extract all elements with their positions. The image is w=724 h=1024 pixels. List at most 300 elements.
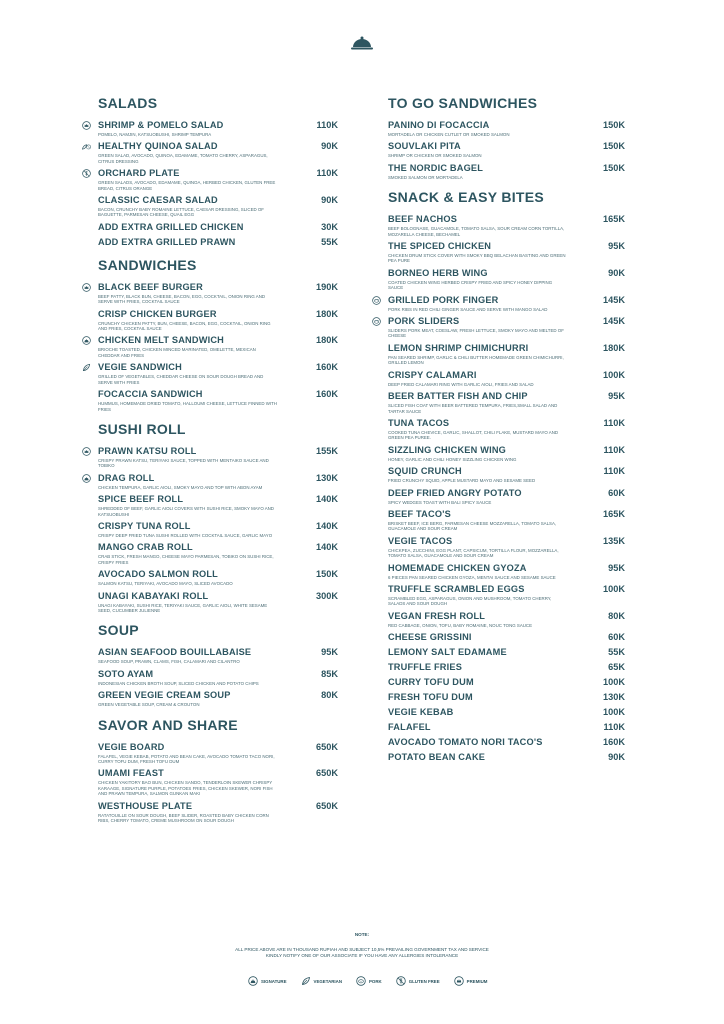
menu-item-avocado-salmon-roll <box>98 569 338 586</box>
menu-item-price: 160K <box>316 362 338 373</box>
legend-label: SIGNATURE <box>261 978 287 984</box>
menu-item-description: HONEY, GARLIC AND CHILI HONEY SIZZLING CHICKEN WING <box>388 456 517 462</box>
menu-item-name: CURRY TOFU DUM <box>388 677 474 688</box>
menu-item-price: 110K <box>603 444 625 455</box>
menu-item-panino-di-focaccia <box>388 120 625 137</box>
menu-item-price: 90K <box>608 267 625 278</box>
menu-item-name: DRAG ROLL <box>98 472 155 483</box>
menu-item-deep-fried-angry-potato <box>388 488 625 505</box>
menu-item-price: 135K <box>603 535 625 546</box>
menu-item-spice-beef-roll <box>98 494 338 517</box>
menu-item-description: HUMMUS, HOMEMADE DRIED TOMATO, HALLOUMI CHEESE, LETTUCE FINNED WITH FRIES <box>98 401 277 412</box>
menu-item-name: LEMON SHRIMP CHIMICHURRI <box>388 342 529 353</box>
menu-item-name: TUNA TACOS <box>388 417 450 428</box>
menu-item-price: 130K <box>603 692 625 703</box>
menu-item-the-spiced-chicken <box>388 241 625 264</box>
menu-item-header <box>388 752 625 763</box>
menu-item-unagi-kabayaki-roll <box>98 591 338 614</box>
menu-item-lemon-shrimp-chimichurri <box>388 343 625 366</box>
menu-item-name: ASIAN SEAFOOD BOUILLABAISE <box>98 647 252 658</box>
pork-icon <box>356 976 366 986</box>
menu-item-header <box>388 488 625 499</box>
menu-item-avocado-tomato-nori-taco-s <box>388 737 625 748</box>
menu-item-name: PRAWN KATSU ROLL <box>98 445 197 456</box>
menu-item-name: CLASSIC CAESAR SALAD <box>98 195 218 206</box>
menu-item-name: WESTHOUSE PLATE <box>98 800 193 811</box>
menu-item-price: 300K <box>316 590 338 601</box>
menu-item-description: GREEN SALADS, AVOCADO, EDAMAME, QUINOA, HERBED CHICKEN, GLUTEN FREE BREAD, CITRUS ORANGE <box>98 180 276 191</box>
menu-item-description: SPICY WEDGES TOAST WITH BALI SPICY SAUCE <box>388 499 492 505</box>
menu-item-name: GREEN VEGIE CREAM SOUP <box>98 690 231 701</box>
menu-note <box>0 932 724 959</box>
section-title: SALADS <box>98 95 158 111</box>
menu-item-name: VEGIE TACOS <box>388 535 453 546</box>
menu-item-header <box>388 707 625 718</box>
menu-item-black-beef-burger <box>98 282 338 305</box>
menu-item-beef-nachos <box>388 214 625 237</box>
menu-item-header <box>98 141 338 152</box>
menu-item-price: 650K <box>316 800 338 811</box>
menu-item-price: 150K <box>603 162 625 173</box>
menu-item-souvlaki-pita <box>388 141 625 158</box>
menu-item-asian-seafood-bouillabaise <box>98 647 338 664</box>
menu-item-price: 140K <box>316 494 338 505</box>
menu-item-description: UNAGI KABAYAKI, SUSHI RICE, TERIYAKI SAUCE, GARLIC AIOLI, WHITE SESAME SEED, CUCUMBER JULIENNE <box>98 602 268 613</box>
menu-item-price: 155K <box>316 445 338 456</box>
menu-item-header <box>98 120 338 131</box>
menu-item-description: DEEP FRIED CALAMARI RING WITH GARLIC AIOLI, FRIES AND SALAD <box>388 381 534 387</box>
menu-item-description: SLICED FISH COAT WITH BEER BATTERED TEMPURA, FRIES,SMALL SALAD AND TARTAR SAUCE <box>388 403 558 414</box>
signature-icon <box>82 474 91 483</box>
menu-item-header <box>388 163 625 174</box>
menu-item-price: 650K <box>316 768 338 779</box>
menu-item-name: VEGIE SANDWICH <box>98 362 182 373</box>
menu-item-mango-crab-roll <box>98 542 338 565</box>
menu-item-price: 180K <box>316 308 338 319</box>
vegetarian-icon <box>82 363 91 372</box>
menu-item-name: VEGAN FRESH ROLL <box>388 610 486 621</box>
menu-item-price: 55K <box>321 236 338 247</box>
menu-item-price: 100K <box>603 707 625 718</box>
menu-item-description: SEAFOOD SOUP, PRAWN, CLAMS, FISH, CALAMARI AND CILANTRO <box>98 659 240 665</box>
menu-item-description: GRILLED OF VEGETABLES, CHEDDAR CHEESE ON SOUR DOUGH BREAD AND SERVE WITH FRIES <box>98 374 264 385</box>
menu-item-price: 90K <box>321 195 338 206</box>
menu-item-cheese-grissini <box>388 632 625 643</box>
menu-item-name: SHRIMP & POMELO SALAD <box>98 120 224 130</box>
menu-item-header <box>98 335 338 346</box>
vegetarian-gluten-free-icon <box>82 142 91 151</box>
menu-item-potato-bean-cake <box>388 752 625 763</box>
menu-item-description: SHRIMP OR CHICKEN OR SMOKED SALMON <box>388 153 482 159</box>
menu-item-description: CHICKEN DRUM STICK COVER WITH SMOKY BBQ BELACHAN BASTING AND GREEN PEA PURE <box>388 253 566 264</box>
menu-item-squid-crunch <box>388 466 625 483</box>
menu-item-header <box>388 445 625 456</box>
menu-item-description: PORK RIBS IN RED CHILI GINGER SAUCE AND SERVE WITH MANGO SALAD <box>388 306 548 312</box>
vegetarian-icon <box>301 976 311 986</box>
legend-item-premium <box>454 976 488 986</box>
right-menu-column <box>388 94 625 771</box>
menu-item-header <box>388 611 625 622</box>
menu-item-name: LEMONY SALT EDAMAME <box>388 647 507 658</box>
menu-item-name: AVOCADO SALMON ROLL <box>98 569 218 580</box>
menu-item-tuna-tacos <box>388 418 625 441</box>
menu-item-vegie-board <box>98 742 338 765</box>
icon-legend <box>248 976 487 986</box>
menu-item-price: 110K <box>316 168 338 179</box>
menu-item-name: TRUFFLE SCRAMBLED EGGS <box>388 583 525 594</box>
signature-icon <box>248 976 258 986</box>
menu-item-name: BEEF NACHOS <box>388 214 458 225</box>
cloche-icon <box>351 36 373 50</box>
menu-section-snack-easy-bites <box>388 188 625 763</box>
menu-item-header <box>388 370 625 381</box>
menu-item-price: 80K <box>608 610 625 621</box>
menu-item-name: PORK SLIDERS <box>388 316 460 327</box>
menu-item-soto-ayam <box>98 669 338 686</box>
menu-item-add-extra-grilled-prawn <box>98 237 338 248</box>
menu-item-truffle-scrambled-eggs <box>388 584 625 607</box>
menu-item-description: RATATOUILLE ON SOUR DOUGH, BEEF SLIDER, ROASTED BABY CHICKEN CORN RIBS, CHERRY TOMATO, CREME MUSHROOM ON SOUR DOUGH <box>98 812 269 824</box>
menu-item-description: CHICKPEA, ZUCCHINI, EGG PLANT, CAPSICUM, TORTILLA FLOUR, MOZZARELLA, TOMATO SALSA, GUACAMOLE AND SOUR CREAM <box>388 547 559 559</box>
menu-item-name: BEER BATTER FISH AND CHIP <box>388 391 528 402</box>
menu-section-sushi-roll <box>98 420 338 613</box>
menu-section-salads <box>98 94 338 248</box>
menu-item-name: THE SPICED CHICKEN <box>388 241 492 252</box>
menu-item-header <box>388 268 625 279</box>
menu-item-lemony-salt-edamame <box>388 647 625 658</box>
menu-item-description: COOKED TUNA CHEVICE, GARLIC, SHALLOT, CHILI FLAKE, MUSTARD MAYO AND GREEN PEA PUREE. <box>388 429 559 441</box>
menu-item-header <box>388 677 625 688</box>
menu-item-header <box>98 768 338 779</box>
menu-item-price: 60K <box>608 487 625 498</box>
legend-item-signature <box>248 976 287 986</box>
menu-item-vegie-tacos <box>388 536 625 559</box>
menu-item-name: HOMEMADE CHICKEN GYOZA <box>388 562 527 573</box>
menu-item-description: FRIED CRUNCHY SQUID, APPLE MUSTARD MAYO AND SESAME SEED <box>388 478 536 484</box>
menu-item-description: PAN SEARED SHRIMP, GARLIC & CHILI BUTTER HOMEMADE GREEN CHIMICHURRI, GRILLED LEMON <box>388 354 564 366</box>
menu-item-header <box>388 214 625 225</box>
menu-item-name: THE NORDIC BAGEL <box>388 162 484 173</box>
menu-item-fresh-tofu-dum <box>388 692 625 703</box>
menu-item-homemade-chicken-gyoza <box>388 563 625 580</box>
menu-item-curry-tofu-dum <box>388 677 625 688</box>
menu-item-price: 145K <box>603 294 625 305</box>
menu-item-price: 140K <box>316 542 338 553</box>
menu-item-description: 6 PIECES PAN SEARED CHICKEN GYOZA, MENTAI SAUCE AND SESAME SAUCE <box>388 574 556 580</box>
menu-item-header <box>98 362 338 373</box>
menu-item-name: ADD EXTRA GRILLED CHICKEN <box>98 221 244 232</box>
menu-item-price: 85K <box>321 668 338 679</box>
legend-item-pork <box>356 976 382 986</box>
menu-item-description: CRISPY DEEP FRIED TUNA SUSHI ROLLED WITH COCKTAIL SAUCE, GARLIC MAYO <box>98 532 273 538</box>
menu-item-name: BEEF TACO'S <box>388 508 451 519</box>
menu-item-header <box>98 690 338 701</box>
menu-item-header <box>388 509 625 520</box>
menu-item-description: BRISKET BEEF, ICE BERG, PARMESAN CHEESE MOZZARELLA, TOMATO SALSA, GUACAMOLE AND SOUR CREAM <box>388 520 557 532</box>
menu-item-description: CHICKEN YAKITORY BAO BUN, CHICKEN SANDO, TENDERLOIN SKEWER CHRISPY KARAAGE, SIGNATURE PURPLE, POTATOES FRIES, CHICKEN SKEWER, NORI FISH AND PRAWN TEMPURA, SALMON GUNKAN MAKI <box>98 780 273 797</box>
menu-item-header <box>388 241 625 252</box>
menu-item-shrimp-pomelo-salad <box>98 120 338 137</box>
premium-icon <box>454 976 464 986</box>
section-title: SOUP <box>98 622 139 639</box>
menu-item-price: 110K <box>603 722 625 733</box>
menu-item-healthy-quinoa-salad <box>98 141 338 164</box>
menu-item-focaccia-sandwich <box>98 389 338 412</box>
menu-item-description: BACON, CRUNCHY BABY ROMAINE LETTUCE, CAESAR DRESSING, SLICED OF BAGUETTE, PARMESAN CHEESE, QUAIL EGG <box>98 207 264 218</box>
menu-item-description: CRISPY PRAWN KATSU, TERIYAKI SAUCE, TOPPED WITH MENTAIKO SAUCE AND TOBIKO <box>98 457 269 469</box>
menu-item-name: DEEP FRIED ANGRY POTATO <box>388 487 522 498</box>
menu-item-westhouse-plate <box>98 801 338 824</box>
menu-item-description: CRAB STICK, FRESH MANGO, CHEESE MAYO PARMESAN, TOBIKO ON SUSHI RICE, CRISPY FRIES <box>98 554 274 565</box>
menu-item-sizzling-chicken-wing <box>388 445 625 462</box>
menu-item-description: SHREDDED OF BEEF, GARLIC AIOLI COVERS WITH SUSHI RICE, SMOKY MAYO AND KATSUOBUSHI <box>98 506 274 517</box>
menu-item-name: FALAFEL <box>388 722 431 733</box>
menu-item-header <box>98 473 338 484</box>
menu-item-description: SMOKED SALMON OR MORTADELA <box>388 174 463 180</box>
menu-item-price: 110K <box>603 466 625 477</box>
menu-item-price: 100K <box>603 369 625 380</box>
section-title: TO GO SANDWICHES <box>388 95 538 111</box>
menu-item-price: 180K <box>316 335 338 346</box>
section-title: SUSHI ROLL <box>98 420 186 437</box>
menu-item-price: 160K <box>316 389 338 400</box>
menu-item-price: 180K <box>603 342 625 353</box>
menu-item-header <box>98 591 338 602</box>
menu-item-header <box>98 647 338 658</box>
menu-item-price: 150K <box>603 141 625 152</box>
menu-item-name: UNAGI KABAYAKI ROLL <box>98 590 209 601</box>
menu-item-drag-roll <box>98 473 338 490</box>
note-allergy-line: KINDLY NOTIFY ONE OF OUR ASSOCIATE IF YOU HAVE ANY ALLERGIES INTOLERANCE <box>265 953 459 958</box>
menu-item-green-vegie-cream-soup <box>98 690 338 707</box>
menu-item-beer-batter-fish-and-chip <box>388 391 625 414</box>
menu-item-name: CRISPY CALAMARI <box>388 369 477 380</box>
section-title: SANDWICHES <box>98 256 197 273</box>
legend-item-vegetarian <box>301 976 342 986</box>
signature-icon <box>82 336 91 345</box>
menu-item-header <box>388 584 625 595</box>
menu-section-savor-and-share <box>98 716 338 824</box>
menu-item-orchard-plate <box>98 168 338 191</box>
pork-icon <box>372 317 381 326</box>
menu-item-price: 160K <box>603 737 625 748</box>
menu-item-name: CRISP CHICKEN BURGER <box>98 308 217 319</box>
menu-item-description: COATED CHICKEN WING HERBED CRISPY FRIED AND SPICY HONEY DIPPING SAUCE <box>388 279 553 291</box>
menu-item-crisp-chicken-burger <box>98 309 338 332</box>
legend-label: PREMIUM <box>466 978 488 984</box>
menu-item-header <box>98 801 338 812</box>
menu-item-the-nordic-bagel <box>388 163 625 180</box>
menu-section-to-go-sandwiches <box>388 94 625 180</box>
menu-item-price: 190K <box>316 281 338 292</box>
menu-item-price: 90K <box>608 752 625 763</box>
menu-item-crispy-tuna-roll <box>98 521 338 538</box>
menu-item-price: 110K <box>316 120 338 130</box>
menu-item-header <box>388 120 625 131</box>
menu-item-name: AVOCADO TOMATO NORI TACO'S <box>388 737 543 748</box>
menu-item-description: BEEF PATTY, BLACK BUN, CHEESE, BACON, EGG, COCKTAIL, ONION RING AND SERVE WITH FRIES, COCKTAIL SAUCE <box>98 293 266 305</box>
menu-item-header <box>388 722 625 733</box>
menu-item-header <box>388 316 625 327</box>
menu-item-pork-sliders <box>388 316 625 339</box>
menu-item-name: HEALTHY QUINOA SALAD <box>98 141 218 152</box>
menu-item-borneo-herb-wing <box>388 268 625 291</box>
menu-item-beef-taco-s <box>388 509 625 532</box>
menu-item-name: CRISPY TUNA ROLL <box>98 520 191 531</box>
menu-item-price: 165K <box>603 214 625 225</box>
menu-item-name: TRUFFLE FRIES <box>388 662 463 673</box>
premium-icon <box>82 121 91 130</box>
menu-item-name: SOTO AYAM <box>98 668 154 679</box>
menu-item-header <box>388 141 625 152</box>
menu-item-header <box>388 632 625 643</box>
menu-item-price: 100K <box>603 677 625 688</box>
menu-item-price: 80K <box>321 690 338 701</box>
menu-item-description: BRIOCHE TOASTED, CHICKEN MINCED MARINATED, OMELETTE, MEXICAN CHEDDAR AND FRIES <box>98 347 256 358</box>
menu-item-header <box>388 692 625 703</box>
gluten-free-icon <box>82 169 91 178</box>
menu-item-description: INDONESIAN CHICKEN BROTH SOUP, SLICED CHICKEN AND POTATO CHIPS <box>98 680 259 686</box>
menu-item-price: 165K <box>603 508 625 519</box>
menu-item-name: BLACK BEEF BURGER <box>98 281 203 292</box>
menu-item-name: ADD EXTRA GRILLED PRAWN <box>98 236 236 247</box>
menu-item-header <box>98 195 338 206</box>
menu-item-umami-feast <box>98 768 338 796</box>
section-title: SAVOR AND SHARE <box>98 716 238 733</box>
menu-item-vegie-sandwich <box>98 362 338 385</box>
menu-item-price: 150K <box>603 120 625 130</box>
legend-item-gluten-free <box>396 976 440 986</box>
menu-item-header <box>98 521 338 532</box>
menu-item-name: SPICE BEEF ROLL <box>98 494 184 505</box>
menu-item-name: CHEESE GRISSINI <box>388 632 472 643</box>
menu-item-header <box>98 494 338 505</box>
menu-item-header <box>388 563 625 574</box>
menu-item-header <box>98 282 338 293</box>
menu-item-header <box>98 669 338 680</box>
premium-icon <box>82 447 91 456</box>
menu-item-price: 30K <box>321 221 338 232</box>
menu-item-header <box>98 446 338 457</box>
menu-item-description: GREEN SALAD, AVOCADO, QUINOA, EDAMAME, TOMATO CHERRY, ASPARAGUS, CITRUS DRESSING <box>98 153 268 164</box>
menu-item-name: FRESH TOFU DUM <box>388 692 473 703</box>
legend-label: PORK <box>369 978 382 984</box>
menu-item-description: SALMON KATSU, TERIYAKI, AVOCADO MAYO, SLICED AVOCADO <box>98 581 233 587</box>
menu-item-name: PANINO DI FOCACCIA <box>388 120 490 130</box>
menu-item-name: SQUID CRUNCH <box>388 466 462 477</box>
menu-item-header <box>98 168 338 179</box>
menu-item-header <box>98 309 338 320</box>
menu-item-price: 65K <box>608 662 625 673</box>
menu-item-header <box>388 391 625 402</box>
menu-item-truffle-fries <box>388 662 625 673</box>
menu-item-description: CHICKEN TEMPURA, GARLIC AIOLI, SMOKY MAYO AND TOP WITH ABON AYAM <box>98 484 263 490</box>
pork-icon <box>372 296 381 305</box>
menu-item-name: VEGIE KEBAB <box>388 707 454 718</box>
menu-item-description: RED CABBAGE, ONION, TOFU, BABY ROMAINE, NOUC TONG SAUCE <box>388 622 533 628</box>
premium-icon <box>82 283 91 292</box>
menu-item-header <box>388 418 625 429</box>
menu-item-header <box>98 742 338 753</box>
menu-item-add-extra-grilled-chicken <box>98 222 338 233</box>
menu-section-sandwiches <box>98 256 338 412</box>
menu-item-name: BORNEO HERB WING <box>388 267 488 278</box>
menu-item-description: POMELO, NAMJIN, KATSUOBUSHI, SHRIMP TEMPURA <box>98 132 212 137</box>
menu-item-price: 95K <box>321 647 338 658</box>
menu-item-name: SIZZLING CHICKEN WING <box>388 444 507 455</box>
menu-item-description: BEEF BOLOGNASE, GUACAMOLE, TOMATO SALSA, SOUR CREAM CORN TORTILLA, MOZARELLA CHEESE, BECHAMEL <box>388 226 565 237</box>
menu-item-header <box>98 389 338 400</box>
menu-item-falafel <box>388 722 625 733</box>
menu-item-name: UMAMI FEAST <box>98 768 164 779</box>
menu-item-name: POTATO BEAN CAKE <box>388 752 486 763</box>
menu-item-header <box>98 222 338 233</box>
left-menu-column <box>98 94 338 831</box>
menu-item-price: 55K <box>608 647 625 658</box>
menu-item-price: 90K <box>321 141 338 152</box>
menu-item-grilled-pork-finger <box>388 295 625 312</box>
menu-item-description: SLIDERS PORK MEAT, COESLAW, FRESH LETTUCE, SMOKY MAYO AND MELTED OF CHEESE <box>388 328 564 339</box>
menu-item-price: 95K <box>608 241 625 252</box>
menu-item-header <box>388 737 625 748</box>
menu-item-classic-caesar-salad <box>98 195 338 218</box>
menu-item-prawn-katsu-roll <box>98 446 338 469</box>
menu-item-name: FOCACCIA SANDWICH <box>98 389 203 400</box>
menu-item-vegie-kebab <box>388 707 625 718</box>
menu-item-price: 110K <box>603 417 625 428</box>
menu-item-name: SOUVLAKI PITA <box>388 141 461 152</box>
menu-item-description: CRUNCHY CHICKEN PATTY, BUN, CHEESE, BACON, EGG, COCKTAIL, ONION RING AND FRIES, COCKTAIL SAUCE <box>98 320 271 332</box>
menu-section-soup <box>98 621 338 707</box>
menu-item-description: MORTADELA OR CHICKEN CUTLET OR SMOKED SALMON <box>388 132 510 137</box>
note-title: NOTE: <box>354 932 370 937</box>
legend-label: GLUTEN FREE <box>408 978 440 984</box>
menu-item-price: 150K <box>316 569 338 580</box>
menu-item-crispy-calamari <box>388 370 625 387</box>
menu-item-chicken-melt-sandwich <box>98 335 338 358</box>
menu-item-price: 650K <box>316 741 338 752</box>
note-tax-line: ALL PRICE ABOVE ARE IN THOUSAND RUPIAH AND SUBJECT 10,5% PREVAILING GOVERNMENT TAX AND SERVICE <box>235 947 489 952</box>
menu-item-name: GRILLED PORK FINGER <box>388 294 499 305</box>
menu-item-header <box>388 662 625 673</box>
menu-item-name: VEGIE BOARD <box>98 741 165 752</box>
menu-item-header <box>98 542 338 553</box>
menu-item-header <box>388 295 625 306</box>
menu-item-price: 60K <box>608 632 625 643</box>
menu-item-name: ORCHARD PLATE <box>98 168 180 179</box>
menu-item-header <box>388 536 625 547</box>
menu-item-price: 130K <box>316 472 338 483</box>
menu-item-header <box>98 569 338 580</box>
menu-item-name: MANGO CRAB ROLL <box>98 542 193 553</box>
menu-item-price: 145K <box>603 316 625 327</box>
section-title: SNACK & EASY BITES <box>388 189 545 206</box>
menu-item-header <box>388 647 625 658</box>
menu-item-name: CHICKEN MELT SANDWICH <box>98 335 225 346</box>
menu-item-price: 140K <box>316 520 338 531</box>
menu-item-description: GREEN VEGETABLE SOUP, CREAM & CROUTON <box>98 702 200 708</box>
menu-item-price: 95K <box>608 391 625 402</box>
menu-item-header <box>388 466 625 477</box>
menu-item-price: 100K <box>603 583 625 594</box>
menu-item-vegan-fresh-roll <box>388 611 625 628</box>
menu-item-header <box>98 237 338 248</box>
menu-item-price: 95K <box>608 562 625 573</box>
legend-label: VEGETARIAN <box>313 978 342 984</box>
menu-item-description: SCRAMBLED EGG, ASPARAGUS, ONION AND MUSHROOM, TOMATO CHERRY, SALADS AND SOUR DOUGH <box>388 595 552 607</box>
menu-item-header <box>388 343 625 354</box>
gluten-free-icon <box>396 976 406 986</box>
